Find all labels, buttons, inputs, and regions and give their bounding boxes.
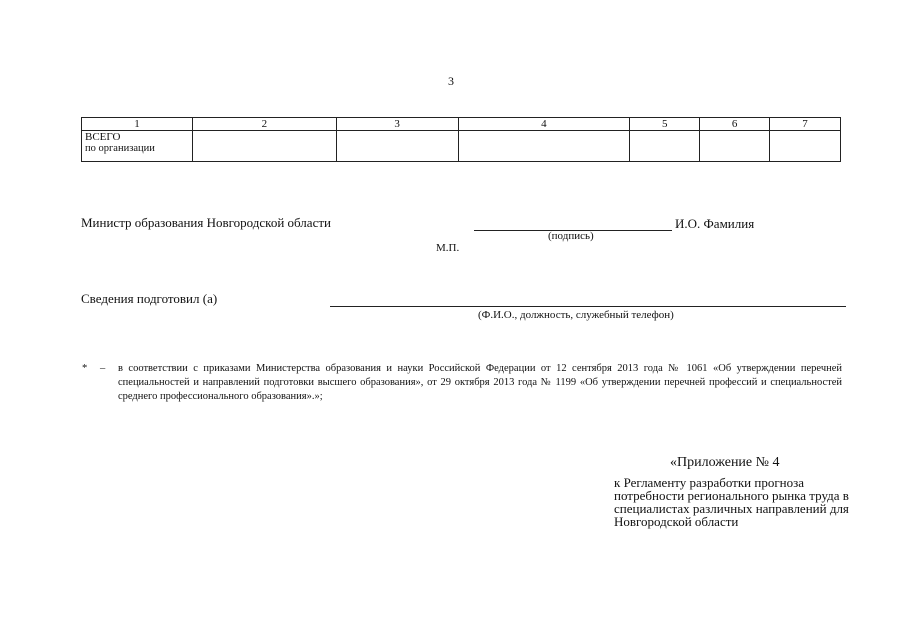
signature-caption: (подпись) — [548, 230, 594, 242]
column-header: 1 — [82, 118, 193, 131]
column-header: 6 — [700, 118, 770, 131]
seal-mark: М.П. — [436, 242, 460, 254]
minister-title: Министр образования Новгородской области — [81, 215, 331, 230]
column-header: 3 — [336, 118, 458, 131]
prepared-by-caption: (Ф.И.О., должность, служебный телефон) — [478, 309, 674, 321]
appendix-block — [614, 455, 854, 528]
appendix-title: «Приложение № 4 — [670, 455, 780, 470]
table-cell — [192, 131, 336, 162]
total-label: ВСЕГО — [85, 131, 121, 143]
table-cell — [458, 131, 630, 162]
column-header: 4 — [458, 118, 630, 131]
footnote-dash: – — [100, 363, 106, 374]
total-sublabel: по организации — [85, 143, 155, 154]
table-cell — [630, 131, 700, 162]
column-header: 7 — [770, 118, 841, 131]
total-cell — [82, 131, 193, 162]
table-header-row — [82, 118, 841, 131]
prepared-by-label: Сведения подготовил (а) — [81, 291, 218, 306]
column-header: 5 — [630, 118, 700, 131]
footnote-marker: * — [82, 363, 88, 374]
prepared-by-line — [330, 306, 846, 307]
table-cell — [700, 131, 770, 162]
footnote — [82, 362, 842, 404]
footnote-text: в соответствии с приказами Министерства образования и науки Российской Федерации от 12 сентября 2013 года № 1061 «Об утверждении перечней специальностей и направлений подготовки высшего образования», от 29 октября 2013 года № 1199 «Об утверждении перечней профессий и специальностей среднего профессионального образования».»; — [118, 363, 842, 402]
appendix-body: к Регламенту разработки прогноза потребности регионального рынка труда в специалистах различных направлений для Новгородской области — [614, 475, 849, 529]
page-number: 3 — [448, 74, 454, 88]
table-cell — [770, 131, 841, 162]
summary-table — [81, 117, 841, 162]
table-row — [82, 131, 841, 162]
minister-name: И.О. Фамилия — [675, 216, 755, 231]
table-cell — [336, 131, 458, 162]
column-header: 2 — [192, 118, 336, 131]
